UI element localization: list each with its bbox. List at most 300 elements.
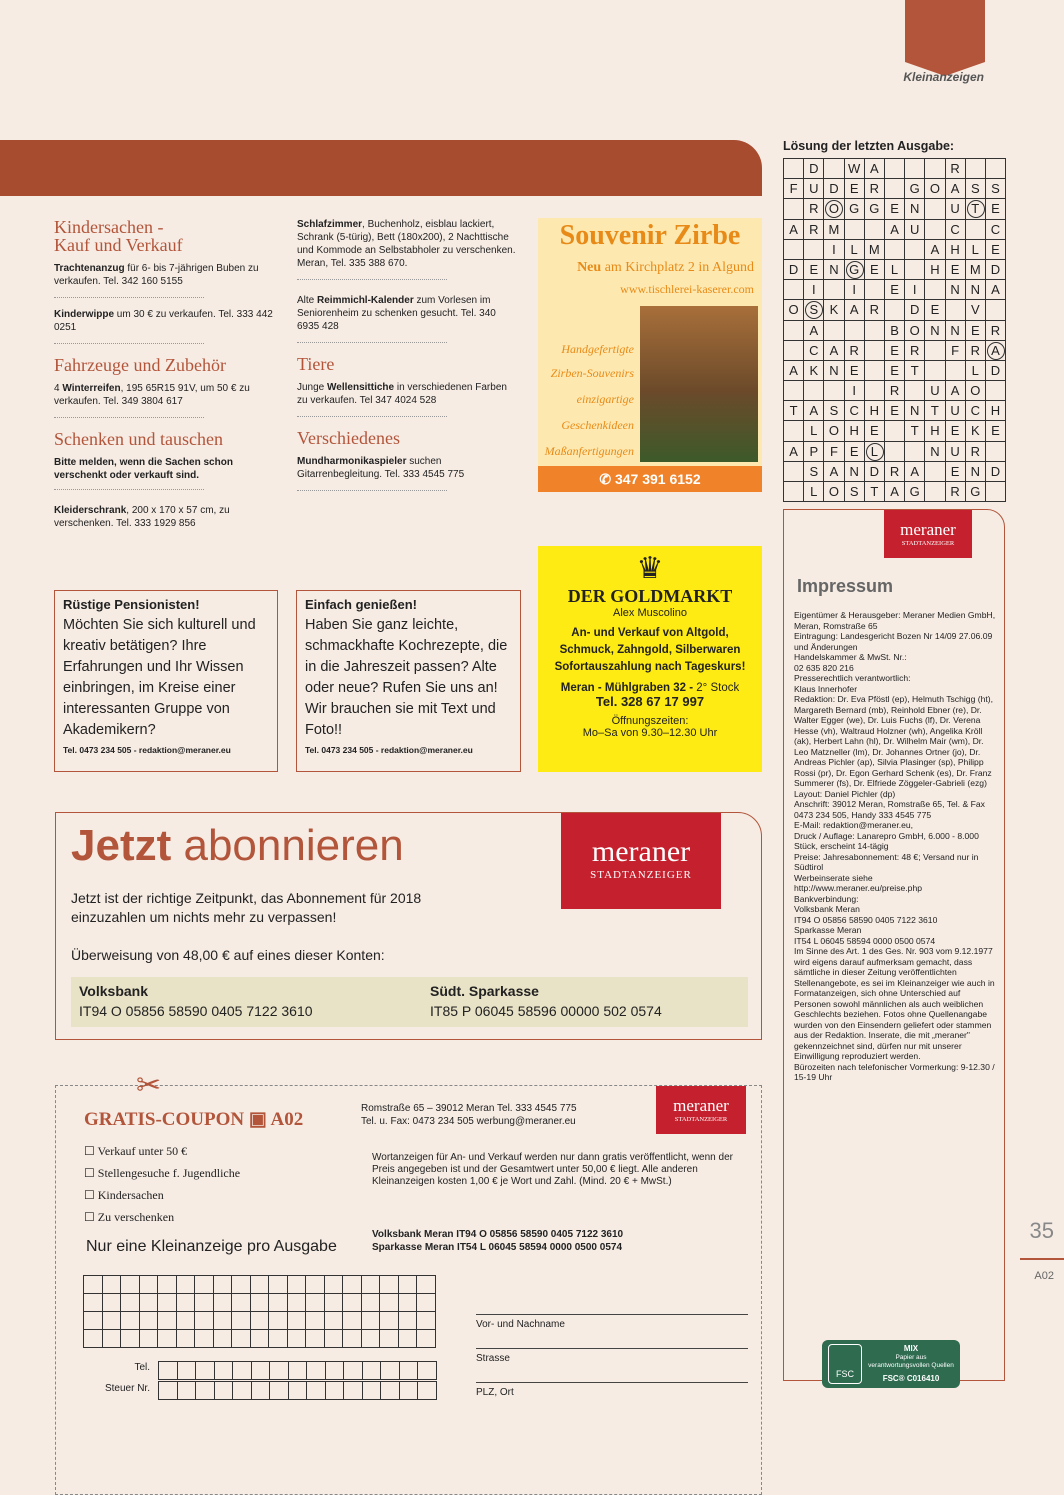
geniessen-box [296,590,521,772]
crossword-cell: L [845,240,865,260]
input-cell[interactable] [417,1330,436,1348]
input-cell[interactable] [232,1312,251,1330]
crossword-cell: E [845,442,865,462]
input-cell[interactable] [269,1276,288,1294]
newspaper-icon: ▣ [248,1109,267,1130]
coupon-title: GRATIS-COUPON ▣ A02 [84,1109,304,1130]
crossword-cell: L [804,421,824,441]
subscription-box [55,812,762,1040]
crossword-cell: A [905,462,925,482]
crossword-cell: H [925,260,945,280]
heading-schenken: Schenken und tauschen [54,429,223,449]
crossword-cell: H [925,421,945,441]
crossword-cell: E [966,321,986,341]
crossword-cell [804,240,824,260]
option-checkbox[interactable]: ☐ Verkauf unter 50 € [84,1144,188,1158]
input-cell[interactable] [215,1382,234,1400]
input-cell[interactable] [121,1312,140,1330]
crossword-cell [986,300,1006,320]
impressum-line: Sparkasse Meran [794,925,862,935]
crossword-cell [824,321,844,341]
input-cell[interactable] [326,1382,345,1400]
crossword-cell: E [946,421,966,441]
crossword-cell [925,199,945,219]
input-cell[interactable] [195,1312,214,1330]
input-cell[interactable] [362,1330,381,1348]
input-cell[interactable] [103,1294,122,1312]
top-tab-marker [905,0,985,62]
input-cell[interactable] [121,1330,140,1348]
input-cell[interactable] [344,1362,363,1380]
input-cell[interactable] [196,1382,215,1400]
crossword-cell: A [824,341,844,361]
input-cell[interactable] [159,1382,178,1400]
street-field[interactable]: Strasse [476,1348,748,1364]
crossword-cell: P [804,442,824,462]
input-cell[interactable] [251,1330,270,1348]
input-cell[interactable] [214,1294,233,1312]
crossword-cell [946,300,966,320]
crossword-cell: K [824,300,844,320]
input-cell[interactable] [380,1276,399,1294]
meraner-logo: meraner STADTANZEIGER [561,813,721,909]
crossword-cell: T [865,482,885,502]
input-cell[interactable] [251,1294,270,1312]
input-cell[interactable] [159,1362,178,1380]
classifieds-column-1 [54,218,279,532]
input-cell[interactable] [343,1312,362,1330]
crossword-cell: O [824,482,844,502]
input-cell[interactable] [380,1312,399,1330]
crossword-cell: A [986,341,1006,361]
ad-mundharmonika: Mundharmonikaspieler suchen Gitarrenbegleitung. Tel. 333 4545 775 [297,456,465,480]
tax-label: Steuer Nr. [104,1383,150,1394]
crossword-cell [905,381,925,401]
input-cell[interactable] [84,1294,103,1312]
input-cell[interactable] [84,1330,103,1348]
crossword-cell: S [824,401,844,421]
souvenir-zirbe-ad[interactable] [538,218,762,492]
box-contact[interactable]: Tel. 0473 234 505 - redaktion@meraner.eu [305,745,473,755]
input-cell[interactable] [269,1312,288,1330]
crossword-cell: O [905,321,925,341]
crossword-cell: O [925,179,945,199]
crossword-cell: C [966,401,986,421]
impressum-line: Redaktion: Dr. Eva Pföstl (ep), Helmuth Tschigg (ht), Margareth Bernard (mb), Reinhold Ebner (re), Dr. Walter Egger (we), Dr. Luis Fuchs (lf), Dr. Verena Hesse (vh), Waltraud Holzner (wh), Angelika Kröll (ak), Herbert Lahn (hl), Dr. Wilhelm Mair (wm), Dr. Leo Matzneller (lm), Dr. Johannes Ortner (jo), Dr. Andreas Pichler (ap), Silvia Plasinger (sp), Philipp Rossi (pr), Dr. Egon Gerhard Schenk (es), Dr. Franz Summerer (fs), Dr. Elfriede Zöggeler-Gabrieli (ezg) [794,694,994,788]
crossword-cell [986,381,1006,401]
subscription-title: Jetzt abonnieren [71,821,404,870]
input-cell[interactable] [326,1362,345,1380]
meraner-logo: meraner STADTANZEIGER [656,1086,746,1134]
input-cell[interactable] [140,1312,159,1330]
crossword-cell: N [925,321,945,341]
crossword-cell: R [946,482,966,502]
input-cell[interactable] [380,1330,399,1348]
input-cell[interactable] [214,1312,233,1330]
crossword-cell: T [925,401,945,421]
coupon-address: Romstraße 65 – 39012 Meran Tel. 333 4545 775 Tel. u. Fax: 0473 234 505 werbung@meraner.eu [361,1103,577,1127]
crossword-cell [885,240,905,260]
crossword-cell: O [966,381,986,401]
goldmarkt-owner: Alex Muscolino [613,607,687,619]
crossword-cell: E [946,462,966,482]
crossword-cell: O [824,421,844,441]
input-cell[interactable] [214,1276,233,1294]
impressum-line: 02 635 820 216 [794,662,854,673]
tel-input[interactable] [158,1361,437,1380]
crossword-cell [784,321,804,341]
crossword-cell [905,240,925,260]
input-cell[interactable] [215,1362,234,1380]
crossword-cell [986,482,1006,502]
input-cell[interactable] [343,1294,362,1312]
city-field[interactable]: PLZ, Ort [476,1382,748,1398]
souvenir-feature: einzigartige [576,392,634,406]
impressum-line: IT94 O 05856 58590 0405 7122 3610 [794,914,938,925]
souvenir-product-photo [640,306,758,462]
crossword-cell: A [784,220,804,240]
crossword-cell: A [865,159,885,179]
crossword-cell: D [784,260,804,280]
input-cell[interactable] [103,1276,122,1294]
crossword-cell: I [905,280,925,300]
text-grid[interactable] [83,1275,436,1348]
page-number: 35 [1029,1218,1054,1243]
input-cell[interactable] [233,1362,252,1380]
input-cell[interactable] [381,1362,400,1380]
input-cell[interactable] [399,1330,418,1348]
crossword-cell: E [986,199,1006,219]
crossword-cell [804,381,824,401]
crossword-cell: L [966,361,986,381]
input-cell[interactable] [288,1294,307,1312]
input-cell[interactable] [233,1382,252,1400]
crossword-cell [865,220,885,240]
crossword-cell: I [845,381,865,401]
classifieds-column-2 [297,218,519,501]
input-cell[interactable] [288,1276,307,1294]
input-cell[interactable] [270,1362,289,1380]
crossword-cell: S [986,179,1006,199]
crossword-cell: D [986,361,1006,381]
input-cell[interactable] [177,1312,196,1330]
crossword-cell: V [966,300,986,320]
input-cell[interactable] [158,1312,177,1330]
crossword-cell: E [986,421,1006,441]
crossword-cell [885,421,905,441]
crossword-cell: S [845,482,865,502]
crossword-cell: E [885,401,905,421]
impressum-line: Druck / Auflage: Lanarepro GmbH, 6.000 - 8.000 Stück, erscheint 14-tägig [794,830,979,851]
crossword-cell: N [824,361,844,381]
input-cell[interactable] [306,1312,325,1330]
bank1-iban: IT94 O 05856 58590 0405 7122 3610 [79,1003,313,1019]
crossword-cell: A [986,280,1006,300]
crossword-cell [986,159,1006,179]
crossword-cell: A [804,401,824,421]
input-cell[interactable] [158,1276,177,1294]
option-checkbox[interactable]: ☐ Zu verschenken [84,1210,175,1224]
input-cell[interactable] [325,1312,344,1330]
option-checkbox[interactable]: ☐ Stellengesuche f. Jugendliche [84,1166,241,1180]
crossword-cell [925,361,945,381]
crossword-cell: B [885,321,905,341]
bank1-name: Volksbank [79,983,148,999]
crossword-cell: G [905,179,925,199]
input-cell[interactable] [306,1294,325,1312]
crossword-cell: E [885,341,905,361]
box-contact[interactable]: Tel. 0473 234 505 - redaktion@meraner.eu [63,745,231,755]
crossword-grid [783,158,1006,502]
impressum-line: Im Sinne des Art. 1 des Ges. Nr. 903 vom 9.12.1977 wird eigens darauf aufmerksam gemacht, dass sämtliche in dieser Zeitung veröffentlichten Stellenangebote, es sei im Kleinanzeiger wie auch in Formatanzeigen, sich ohne Unterschied auf Personen sowohl männlichen als auch weiblichen Geschlechts beziehen. Fotos ohne Quellenangabe wurden von den Einsendern geliefert oder stammen aus der Redaktion. Inserate, die mit „meraner" gekennzeichnet sind, dürfen nur mit unserer Einwilligung reproduziert werden. [794,946,995,1061]
input-cell[interactable] [306,1276,325,1294]
goldmarkt-desc: An- und Verkauf von Altgold, Schmuck, Zahngold, Silberwaren [559,627,741,656]
crossword-cell: H [946,240,966,260]
input-cell[interactable] [344,1382,363,1400]
crossword-cell: F [824,442,844,462]
crossword-cell: E [885,361,905,381]
name-field[interactable]: Vor- und Nachname [476,1314,748,1330]
input-cell[interactable] [158,1330,177,1348]
input-cell[interactable] [269,1330,288,1348]
impressum-line: Presserechtlich verantwortlich: [794,673,911,683]
souvenir-phone[interactable]: ✆ 347 391 6152 [538,466,762,492]
input-cell[interactable] [140,1276,159,1294]
crossword-cell [784,381,804,401]
input-cell[interactable] [289,1362,308,1380]
input-cell[interactable] [84,1276,103,1294]
heading-verschiedenes: Verschiedenes [297,428,400,448]
crossword-cell: D [986,260,1006,280]
crossword-cell: O [824,199,844,219]
crossword-cell: A [784,442,804,462]
input-cell[interactable] [325,1276,344,1294]
crossword-cell: N [966,462,986,482]
input-cell[interactable] [84,1312,103,1330]
subscription-text: Jetzt ist der richtige Zeitpunkt, das Abonnement für 2018 einzuzahlen um nichts mehr zu verpassen! [71,890,422,925]
goldmarkt-phone: Tel. 328 67 17 997 [595,694,705,709]
input-cell[interactable] [362,1312,381,1330]
input-cell[interactable] [140,1294,159,1312]
crossword-cell: C [845,401,865,421]
input-cell[interactable] [325,1294,344,1312]
input-cell[interactable] [232,1294,251,1312]
one-ad-note: Nur eine Kleinanzeige pro Ausgabe [86,1238,337,1255]
input-cell[interactable] [270,1382,289,1400]
input-cell[interactable] [103,1330,122,1348]
input-cell[interactable] [103,1312,122,1330]
crossword-cell [925,159,945,179]
impressum-box [783,509,1005,1381]
crossword-cell: D [865,462,885,482]
crossword-cell: R [804,220,824,240]
input-cell[interactable] [195,1276,214,1294]
input-cell[interactable] [418,1362,437,1380]
crossword-cell: R [865,300,885,320]
input-cell[interactable] [417,1312,436,1330]
crossword-cell: D [986,462,1006,482]
crossword-cell: A [946,381,966,401]
crossword-cell: F [946,341,966,361]
goldmarkt-address: Meran - Mühlgraben 32 - 2° Stock [560,682,740,694]
crossword-cell: R [946,159,966,179]
ad-wellensittiche: Junge Wellensittiche in verschiedenen Farben zu verkaufen. Tel 347 4024 528 [297,382,507,406]
crossword-cell [925,220,945,240]
crossword-cell: R [845,341,865,361]
input-cell[interactable] [288,1312,307,1330]
impressum-line: Bürozeiten nach telefonischer Vormerkung: 9-12.30 / 15-19 Uhr [794,1061,995,1082]
goldmarkt-ad[interactable] [538,546,762,772]
input-cell[interactable] [252,1362,271,1380]
input-cell[interactable] [400,1382,419,1400]
input-cell[interactable] [196,1362,215,1380]
crossword-cell: W [845,159,865,179]
fsc-badge: FSC MIX Papier aus verantwortungsvollen Quellen FSC® C016410 [822,1340,960,1388]
input-cell[interactable] [362,1276,381,1294]
input-cell[interactable] [325,1330,344,1348]
phone-icon: ✆ [599,471,615,487]
section-label: Kleinanzeigen [903,70,984,84]
input-cell[interactable] [307,1362,326,1380]
input-cell[interactable] [121,1294,140,1312]
crossword-cell [845,321,865,341]
crossword-cell: O [784,300,804,320]
input-cell[interactable] [400,1362,419,1380]
input-cell[interactable] [307,1382,326,1400]
input-cell[interactable] [195,1294,214,1312]
ad-schlafzimmer: Schlafzimmer, Buchenholz, eisblau lackiert, Schrank (5-türig), Bett (180x200), 2 Nachttische und Kommode an Selbstabholer zu verschenken. Meran, Tel. 335 388 670. [297,219,516,269]
input-cell[interactable] [380,1294,399,1312]
crossword-cell [865,361,885,381]
input-cell[interactable] [232,1276,251,1294]
crossword-cell: A [845,300,865,320]
impressum-line: Anschrift: 39012 Meran, Romstraße 65, Tel. & Fax 0473 234 505, Handy 333 4545 775 [794,799,985,820]
crossword-cell [966,220,986,240]
crossword-cell: D [804,159,824,179]
souvenir-feature: Maßanfertigungen [544,444,634,458]
input-cell[interactable] [399,1276,418,1294]
input-cell[interactable] [288,1330,307,1348]
scissors-icon: ✂ [136,1069,162,1102]
crossword-cell: N [824,260,844,280]
impressum-line: Werbeinserate siehe http://www.meraner.eu/preise.php [794,872,923,893]
crossword-cell: E [885,280,905,300]
crossword-cell [824,381,844,401]
input-cell[interactable] [399,1312,418,1330]
crossword-cell: A [804,321,824,341]
crossword-cell: C [986,220,1006,240]
input-cell[interactable] [362,1294,381,1312]
souvenir-subtitle: Neu am Kirchplatz 2 in Algund [577,260,754,275]
input-cell[interactable] [418,1382,437,1400]
input-cell[interactable] [343,1330,362,1348]
crossword-cell: G [845,199,865,219]
impressum-line: Handelskammer & MwSt. Nr.: [794,652,907,662]
crown-icon: ♛ [636,552,664,585]
crossword-cell [784,199,804,219]
impressum-line: Layout: Daniel Pichler (dp) [794,788,896,799]
crossword-title: Lösung der letzten Ausgabe: [783,139,955,153]
crossword-cell: D [905,300,925,320]
crossword-cell: R [865,179,885,199]
input-cell[interactable] [289,1382,308,1400]
crossword-cell [905,159,925,179]
input-cell[interactable] [177,1294,196,1312]
input-cell[interactable] [269,1294,288,1312]
crossword-cell: E [845,179,865,199]
crossword-cell: E [946,260,966,280]
crossword-cell: C [946,220,966,240]
heading-fahrzeuge: Fahrzeuge und Zubehör [54,355,226,375]
input-cell[interactable] [251,1312,270,1330]
input-cell[interactable] [363,1382,382,1400]
crossword-cell: R [966,442,986,462]
input-cell[interactable] [363,1362,382,1380]
input-cell[interactable] [158,1294,177,1312]
crossword-cell: G [905,482,925,502]
input-cell[interactable] [195,1330,214,1348]
crossword-cell: L [804,482,824,502]
crossword-cell: T [784,401,804,421]
input-cell[interactable] [417,1276,436,1294]
input-cell[interactable] [177,1276,196,1294]
crossword-cell: I [804,280,824,300]
input-cell[interactable] [140,1330,159,1348]
input-cell[interactable] [178,1382,197,1400]
crossword-cell: F [784,179,804,199]
impressum-line: Eigentümer & Herausgeber: Meraner Medien GmbH, Meran, Romstraße 65 [794,610,996,631]
input-cell[interactable] [417,1294,436,1312]
input-cell[interactable] [178,1362,197,1380]
input-cell[interactable] [121,1276,140,1294]
option-checkbox[interactable]: ☐ Kindersachen [84,1188,164,1202]
crossword-cell: T [905,421,925,441]
crossword-cell [824,280,844,300]
input-cell[interactable] [399,1294,418,1312]
page-divider [1020,1258,1064,1260]
crossword-cell [885,442,905,462]
souvenir-url[interactable]: www.tischlerei-kaserer.com [620,282,754,296]
input-cell[interactable] [177,1330,196,1348]
input-cell[interactable] [251,1276,270,1294]
tax-input[interactable] [158,1381,437,1400]
crossword-cell: U [946,199,966,219]
input-cell[interactable] [252,1382,271,1400]
crossword-cell: R [804,199,824,219]
box-body: Haben Sie ganz leichte, schmackhafte Kochrezepte, die in die Jahreszeit passen? Alte oder neue? Rufen Sie uns an! Wir brauchen sie mit Text und Foto!! [305,617,508,738]
heading-tiere: Tiere [297,354,335,374]
note-schenken: Bitte melden, wenn die Sachen schon verschenkt oder verkauft sind. [54,457,233,481]
input-cell[interactable] [306,1330,325,1348]
goldmarkt-title: DER GOLDMARKT [567,586,733,606]
crossword-cell: M [824,220,844,240]
crossword-cell: S [804,462,824,482]
tel-label: Tel. [134,1362,150,1373]
input-cell[interactable] [343,1276,362,1294]
crossword-cell: H [986,401,1006,421]
box-title: Rüstige Pensionisten! [63,597,200,612]
ad-reimmichl: Alte Reimmichl-Kalender zum Vorlesen im Seniorenheim zu schenken gesucht. Tel. 340 6935 428 [297,295,496,332]
crossword-cell: A [925,240,945,260]
input-cell[interactable] [232,1330,251,1348]
crossword-cell: U [905,220,925,240]
input-cell[interactable] [381,1382,400,1400]
crossword-cell: H [865,401,885,421]
crossword-cell [784,280,804,300]
crossword-cell [845,220,865,240]
input-cell[interactable] [214,1330,233,1348]
ad-kleiderschrank: Kleiderschrank, 200 x 170 x 57 cm, zu verschenken. Tel. 333 1929 856 [54,505,230,529]
